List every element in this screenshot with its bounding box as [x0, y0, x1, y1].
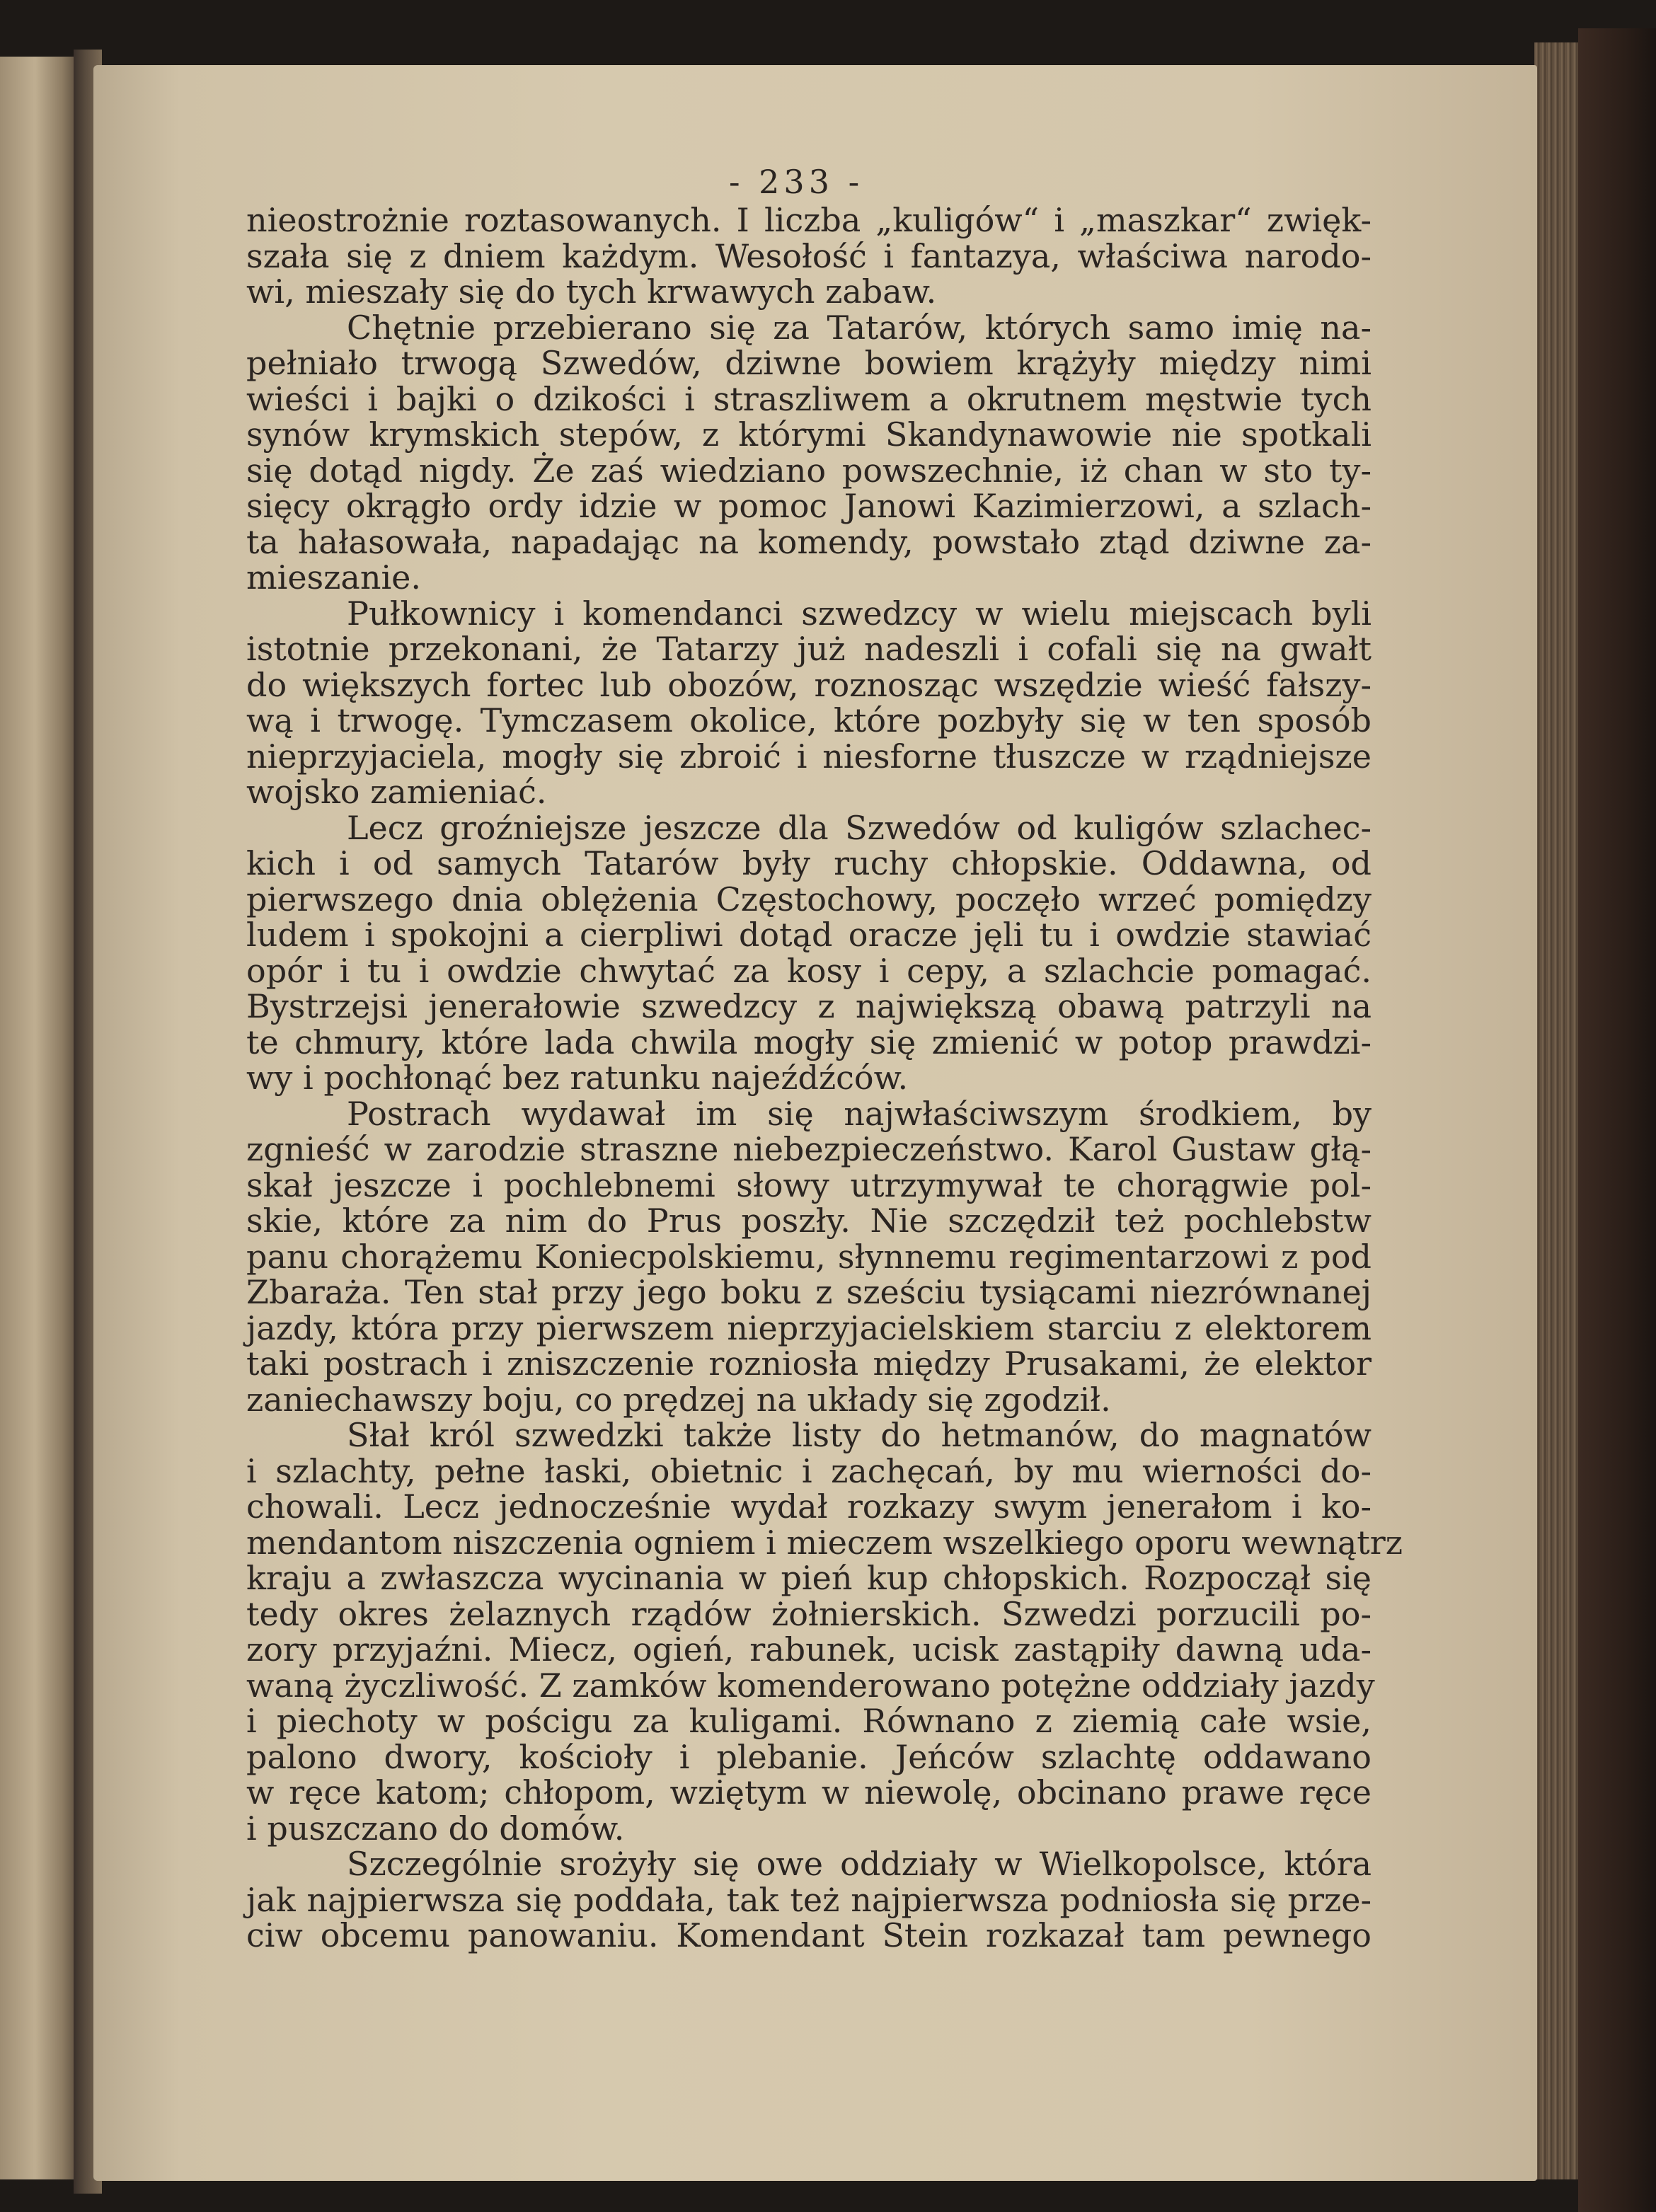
text-line: skie, które za nim do Prus poszły. Nie szczędził też pochlebstw: [246, 1202, 1372, 1240]
page-edges: [1534, 42, 1584, 2179]
text-line: i puszczano do domów.: [246, 1809, 625, 1848]
text-line: tedy okres żelaznych rządów żołnierskich. Szwedzi porzucili po-: [246, 1594, 1372, 1633]
text-line: Postrach wydawał im się najwłaściwszym środkiem, by: [347, 1094, 1372, 1133]
text-line: Zbaraża. Ten stał przy jego boku z sześciu tysiącami niezrównanej: [246, 1273, 1372, 1311]
text-line: kich i od samych Tatarów były ruchy chłopskie. Oddawna, od: [246, 844, 1372, 882]
text-line: istotnie przekonani, że Tatarzy już nadeszli i cofali się na gwałt: [246, 630, 1372, 668]
text-line: wy i pochłonąć bez ratunku najeźdźców.: [246, 1059, 909, 1097]
text-line: mieszanie.: [246, 558, 422, 597]
text-line: Słał król szwedzki także listy do hetmanów, do magnatów: [347, 1416, 1372, 1454]
text-line: do większych fortec lub obozów, roznosząc wszędzie wieść fałszy-: [246, 665, 1372, 704]
text-line: panu chorążemu Koniecpolskiemu, słynnemu regimentarzowi z pod: [246, 1237, 1372, 1276]
text-line: mendantom niszczenia ogniem i mieczem wszelkiego oporu wewnątrz: [246, 1523, 1403, 1562]
text-line: wi, mieszały się do tych krwawych zabaw.: [246, 272, 937, 311]
text-line: synów krymskich stepów, z którymi Skandynawowie nie spotkali: [246, 415, 1372, 454]
text-line: szała się z dniem każdym. Wesołość i fantazya, właściwa narodo-: [246, 236, 1372, 275]
text-line: sięcy okrągło ordy idzie w pomoc Janowi Kazimierzowi, a szlach-: [246, 487, 1372, 525]
text-line: skał jeszcze i pochlebnemi słowy utrzymywał te chorągwie pol-: [246, 1165, 1372, 1204]
page-number: - 233 -: [729, 163, 864, 201]
text-line: ciw obcemu panowaniu. Komendant Stein rozkazał tam pewnego: [246, 1916, 1372, 1954]
text-line: i szlachty, pełne łaski, obietnic i zachęcań, by mu wierności do-: [246, 1451, 1372, 1490]
previous-page-edge: [0, 57, 78, 2179]
text-line: Lecz groźniejsze jeszcze dla Szwedów od kuligów szlachec-: [347, 808, 1372, 847]
text-line: Bystrzejsi jenerałowie szwedzcy z największą obawą patrzyli na: [246, 987, 1372, 1025]
text-line: ta hałasowała, napadając na komendy, powstało ztąd dziwne za-: [246, 522, 1372, 561]
text-line: waną życzliwość. Z zamków komenderowano potężne oddziały jazdy: [246, 1666, 1375, 1705]
text-line: wojsko zamieniać.: [246, 773, 547, 811]
text-line: kraju a zwłaszcza wycinania w pień kup chłopskich. Rozpoczął się: [246, 1559, 1372, 1597]
text-line: jazdy, która przy pierwszem nieprzyjacielskiem starciu z elektorem: [246, 1308, 1372, 1347]
body-text: [246, 201, 1403, 1954]
text-line: zory przyjaźni. Miecz, ogień, rabunek, ucisk zastąpiły dawną uda-: [246, 1630, 1372, 1669]
text-line: ludem i spokojni a cierpliwi dotąd oracze jęli tu i owdzie stawiać: [246, 916, 1372, 954]
text-line: opór i tu i owdzie chwytać za kosy i cepy, a szlachcie pomagać.: [246, 951, 1372, 990]
text-line: zaniechawszy boju, co prędzej na układy się zgodził.: [246, 1380, 1111, 1419]
text-line: nieprzyjaciela, mogły się zbroić i niesforne tłuszcze w rządniejsze: [246, 737, 1372, 776]
text-line: pełniało trwogą Szwedów, dziwne bowiem krążyły między nimi: [246, 344, 1372, 382]
text-line: chowali. Lecz jednocześnie wydał rozkazy swym jenerałom i ko-: [246, 1487, 1372, 1526]
text-line: wą i trwogę. Tymczasem okolice, które pozbyły się w ten sposób: [246, 701, 1372, 739]
text-line: te chmury, które lada chwila mogły się zmienić w potop prawdzi-: [246, 1023, 1372, 1061]
text-line: nieostrożnie roztasowanych. I liczba „kuligów“ i „maszkar“ zwięk-: [246, 201, 1372, 239]
text-line: palono dwory, kościoły i plebanie. Jeńców szlachtę oddawano: [246, 1737, 1372, 1776]
text-line: wieści i bajki o dzikości i straszliwem a okrutnem męstwie tych: [246, 379, 1372, 418]
text-line: taki postrach i zniszczenie rozniosła między Prusakami, że elektor: [246, 1344, 1372, 1383]
text-line: pierwszego dnia oblężenia Częstochowy, poczęło wrzeć pomiędzy: [246, 880, 1372, 918]
text-line: zgnieść w zarodzie straszne niebezpieczeństwo. Karol Gustaw głą-: [246, 1130, 1372, 1168]
book-cover: [1578, 28, 1656, 2212]
text-line: jak najpierwsza się poddała, tak też najpierwsza podniosła się prze-: [246, 1880, 1372, 1919]
text-line: się dotąd nigdy. Że zaś wiedziano powszechnie, iż chan w sto ty-: [246, 451, 1372, 490]
text-line: Pułkownicy i komendanci szwedzcy w wielu miejscach byli: [347, 594, 1372, 633]
text-line: w ręce katom; chłopom, wziętym w niewolę, obcinano prawe ręce: [246, 1773, 1372, 1811]
text-line: i piechoty w pościgu za kuligami. Równano z ziemią całe wsie,: [246, 1702, 1372, 1740]
text-line: Chętnie przebierano się za Tatarów, których samo imię na-: [347, 308, 1372, 347]
text-line: Szczególnie srożyły się owe oddziały w Wielkopolsce, która: [347, 1845, 1372, 1883]
